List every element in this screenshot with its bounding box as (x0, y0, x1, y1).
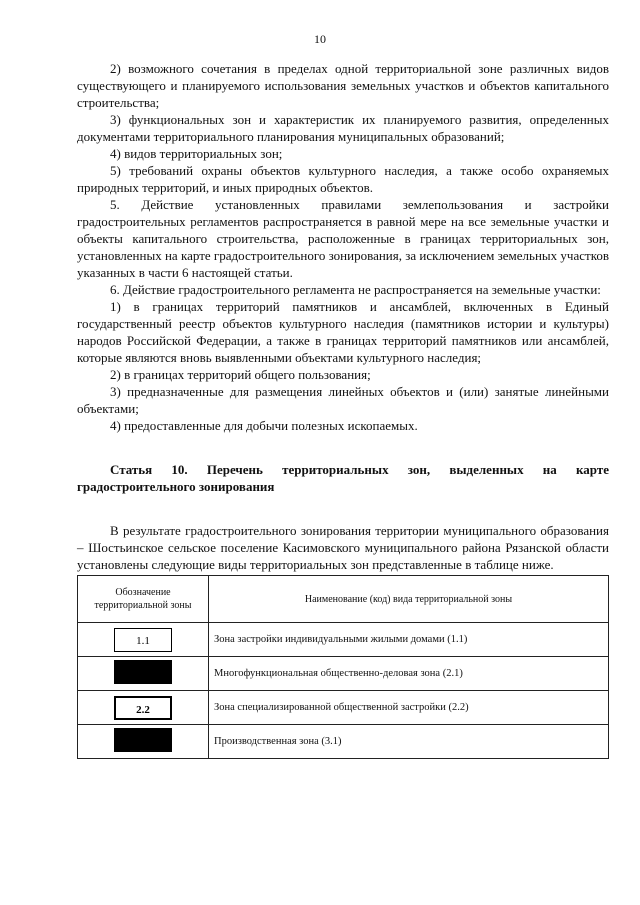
paragraph: 2) в границах территорий общего пользования; (110, 367, 371, 382)
zone-designation-cell (78, 657, 209, 691)
zone-swatch-outlined: 1.1 (114, 628, 172, 652)
paragraph: 5) требований охраны объектов культурного наследия, а также особо охраняемых природных территорий, и иных природных объектов. (77, 163, 609, 195)
header-zone-name: Наименование (код) вида территориальной зоны (209, 576, 609, 623)
zone-swatch-double-outlined: 2.2 (114, 696, 172, 720)
page-number: 10 (314, 32, 326, 46)
table-row (78, 657, 609, 691)
zone-swatch-black (114, 728, 172, 752)
document-body (77, 60, 609, 759)
zone-designation-cell (78, 691, 209, 725)
paragraph: 2) возможного сочетания в пределах одной территориальной зоне различных видов существующего и планируемого использования земельных участков и объектов капитального строительства; (77, 61, 609, 110)
paragraph: 3) предназначенные для размещения линейных объектов и (или) занятые линейными объектами; (77, 384, 609, 416)
table-header-row (78, 576, 609, 623)
zone-name: Зона застройки индивидуальными жилыми домами (1.1) (209, 623, 609, 657)
zone-name: Многофункциональная общественно-деловая зона (2.1) (209, 657, 609, 691)
table-row (78, 691, 609, 725)
zone-designation-cell (78, 623, 209, 657)
zones-table (77, 575, 609, 759)
paragraph: 5. Действие установленных правилами землепользования и застройки градостроительных регламентов распространяется в равной мере на все земельные участки и объекты капитального строительства, расположенные в границах территориальных зон, установленных на карте градостроительного зонирования, за исключением земельных участков указанных в части 6 настоящей статьи. (77, 197, 609, 280)
paragraph: 4) предоставленные для добычи полезных ископаемых. (110, 418, 418, 433)
paragraph: 1) в границах территорий памятников и ансамблей, включенных в Единый государственный реестр объектов культурного наследия (памятников истории и культуры) народов Российской Федерации, а также в границах территорий памятников или ансамблей, которые являются вновь выявленными объектами культурного наследия; (77, 299, 609, 365)
article-heading: Статья 10. Перечень территориальных зон, выделенных на карте градостроительного зонирования (77, 462, 609, 494)
zone-name: Зона специализированной общественной застройки (2.2) (209, 691, 609, 725)
table-row (78, 623, 609, 657)
paragraph: 4) видов территориальных зон; (110, 146, 283, 161)
header-zone-designation: Обозначение территориальной зоны (78, 576, 209, 623)
zone-name: Производственная зона (3.1) (209, 725, 609, 759)
paragraph: 3) функциональных зон и характеристик их планируемого развития, определенных документами территориального планирования муниципальных образований; (77, 112, 609, 144)
zone-designation-cell (78, 725, 209, 759)
intro-paragraph: В результате градостроительного зонирования территории муниципального образования – Шостьинское сельское поселение Касимовского муниципального района Рязанской области установлены следующие виды территориальных зон представленные в таблице ниже. (77, 523, 609, 572)
table-row (78, 725, 609, 759)
zone-swatch-black (114, 660, 172, 684)
paragraph: 6. Действие градостроительного регламента не распространяется на земельные участки: (110, 282, 601, 297)
